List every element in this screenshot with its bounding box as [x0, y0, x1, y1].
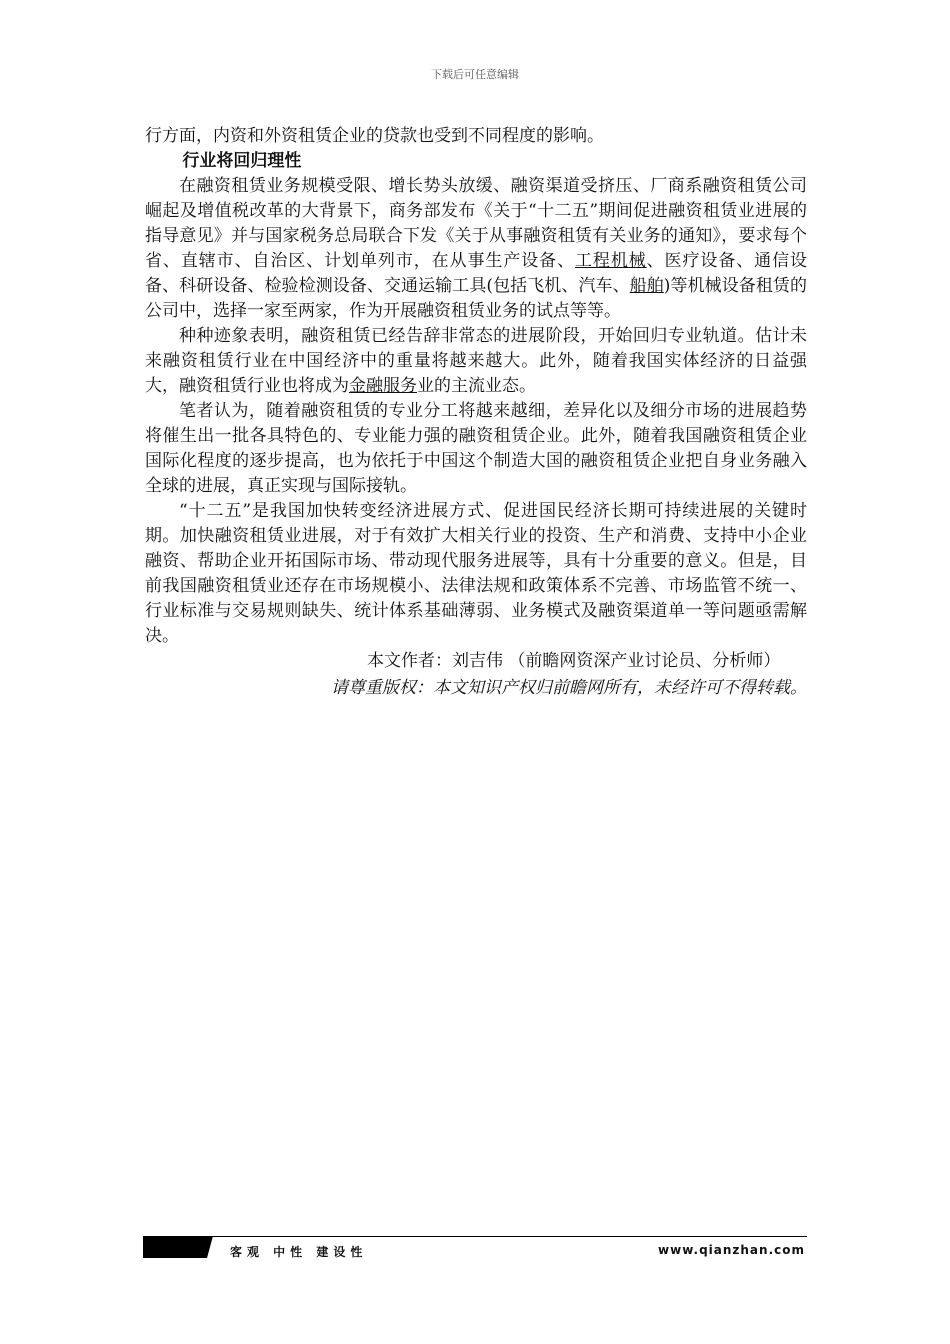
paragraph-1-text-b: 、医疗设备、通信设备、科研设备、检验检测设备、交通运输工具(包括飞机、汽车、	[145, 251, 808, 296]
paragraph-4: “十二五”是我国加快转变经济进展方式、促进国民经济长期可持续进展的关键时期。加快融资租赁业进展，对于有效扩大相关行业的投资、生产和消费、支持中小企业融资、帮助企业开拓国际市场、带动现代服务进展等，具有十分重要的意义。但是，目前我国融资租赁业还存在市场规模小、法律法规和政策体系不完善、市场监管不统一、行业标准与交易规则缺失、统计体系基础薄弱、业务模式及融资渠道单一等问题亟需解决。	[145, 501, 807, 646]
paragraph-continuation: 行方面，内资和外资租赁企业的贷款也受到不同程度的影响。	[145, 126, 604, 146]
section-heading: 行业将回归理性	[182, 151, 302, 171]
paragraph-2-text-a: 种种迹象表明，融资租赁已经告辞非常态的进展阶段，开始回归专业轨道。估计未来融资租赁行业在中国经济中的重量将越来越大。此外，随着我国实体经济的日益强大，融资租赁行业也将成为	[145, 326, 807, 396]
link-financial-services[interactable]: 金融服务	[349, 376, 417, 396]
paragraph-1-text-c: )等机械设备租赁的公司中，选择一家至两家，作为开展融资租赁业务的试点等等。	[145, 276, 807, 321]
page-footer	[143, 1236, 807, 1262]
paragraph-2	[145, 324, 807, 399]
paragraph-1-text-a: 在融资租赁业务规模受限、增长势头放缓、融资渠道受挤压、厂商系融资租赁公司崛起及增值税改革的大背景下，商务部发布《关于“十二五”期间促进融资租赁业进展的指导意见》并与国家税务总局联合下发《关于从事融资租赁有关业务的通知》，要求每个省、直辖市、自治区、计划单列市，在从事生产设备、	[145, 176, 807, 271]
paragraph-3: 笔者认为，随着融资租赁的专业分工将越来越细，差异化以及细分市场的进展趋势将催生出一批各具特色的、专业能力强的融资租赁企业。此外，随着我国融资租赁企业国际化程度的逐步提高，也为依托于中国这个制造大国的融资租赁企业把自身业务融入全球的进展，真正实现与国际接轨。	[145, 401, 807, 496]
copyright-notice: 请尊重版权：本文知识产权归前瞻网所有，未经许可不得转载。	[331, 678, 807, 698]
author-line	[145, 649, 807, 674]
paragraph-1	[145, 174, 807, 324]
footer-rule	[143, 1236, 807, 1237]
article-body	[145, 124, 807, 701]
footer-website-link[interactable]: www.qianzhan.com	[658, 1243, 805, 1257]
footer-black-tab	[143, 1236, 213, 1258]
footer-slogan: 客观 中性 建设性	[230, 1245, 368, 1259]
header-note: 下载后可任意编辑	[431, 68, 519, 81]
author-text: 本文作者：刘吉伟 （前瞻网资深产业讨论员、分析师）	[367, 651, 781, 671]
paragraph-2-text-b: 业的主流业态。	[417, 376, 536, 396]
link-ships[interactable]: 船舶	[629, 276, 664, 296]
link-engineering-machinery[interactable]: 工程机械	[575, 251, 647, 271]
